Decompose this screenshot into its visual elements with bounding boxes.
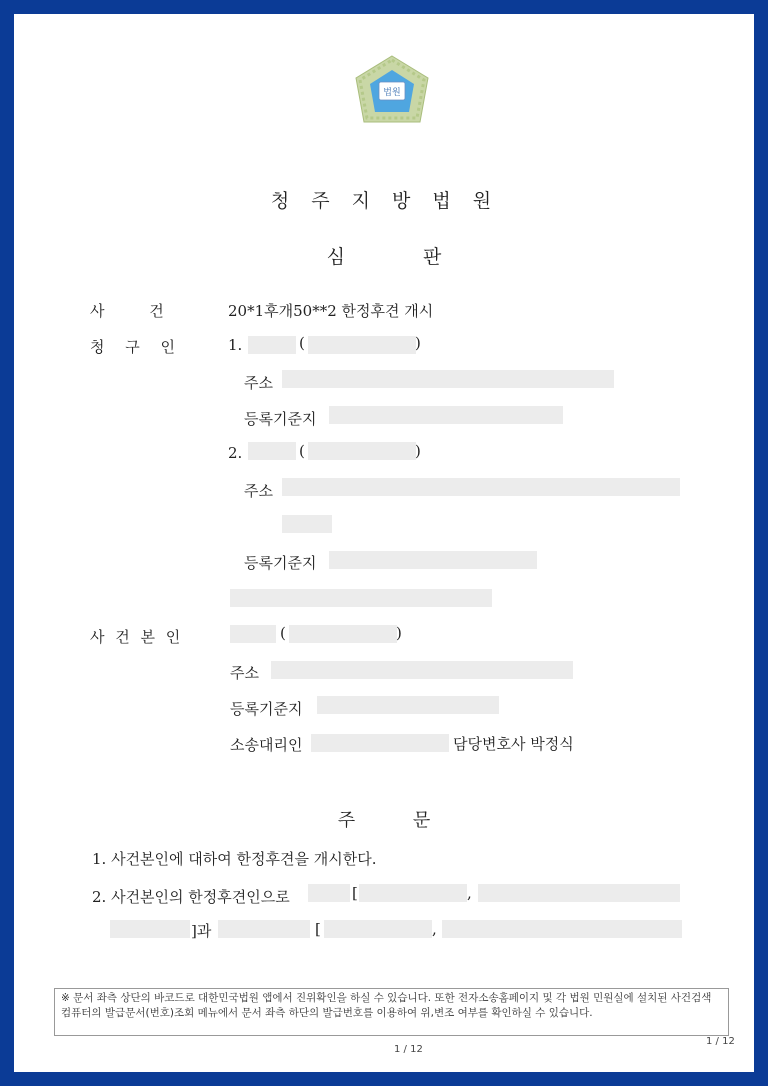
redacted-name — [248, 442, 296, 460]
redacted-agent — [311, 734, 449, 752]
court-name: 청 주 지 방 법 원 — [270, 190, 498, 212]
redacted-line — [230, 589, 492, 607]
claimant-1-registry-label: 등록기준지 — [244, 410, 317, 428]
redacted-address — [271, 661, 573, 679]
principal-address-label: 주소 — [230, 664, 259, 682]
redacted-name — [248, 336, 296, 354]
paren-open: ( — [299, 442, 305, 460]
claimant-1-address-label: 주소 — [244, 374, 273, 392]
redacted-id — [308, 336, 416, 354]
paren-open: ( — [299, 334, 305, 352]
principal-label: 사 건 본 인 — [90, 628, 181, 646]
redacted-name — [308, 884, 350, 902]
claimant-2-registry-label: 등록기준지 — [244, 554, 317, 572]
claimant-1-number: 1. — [228, 336, 243, 354]
case-number: 20*1후개50**2 한정후견 개시 — [228, 302, 434, 320]
redacted-registry — [317, 696, 499, 714]
principal-registry-label: 등록기준지 — [230, 700, 303, 718]
page-number: 1 / 12 — [394, 1044, 423, 1055]
redacted-id — [308, 442, 416, 460]
paren-close: ) — [415, 334, 421, 352]
authenticity-notice: ※ 문서 좌측 상단의 바코드로 대한민국법원 앱에서 진위확인을 하실 수 있습니다. 또한 전자소송홈페이지 및 각 법원 민원실에 설치된 사건검색 컴퓨터의 발급문서(번호)조회 메뉴에서 문서 좌측 하단의 발급번호를 이용하여 위,변조 여부를 확인하실 수 있습니다. — [54, 988, 729, 1036]
paren-close: ) — [396, 624, 402, 642]
bracket-open: [ — [315, 920, 321, 938]
paren-open: ( — [280, 624, 286, 642]
comma: , — [467, 884, 472, 902]
comma: , — [432, 920, 437, 938]
agent-attorney: 담당변호사 박정식 — [453, 735, 574, 753]
agent-label: 소송대리인 — [230, 736, 303, 754]
redacted-address — [282, 478, 680, 496]
svg-text:법원: 법원 — [383, 88, 401, 98]
order-title: 주 문 — [337, 810, 431, 831]
redacted-id — [324, 920, 432, 938]
redacted-id — [359, 884, 467, 902]
claimant-label: 청 구 인 — [90, 338, 176, 356]
case-label: 사 건 — [90, 302, 164, 320]
paren-close: ) — [415, 442, 421, 460]
order-item-1: 1. 사건본인에 대하여 한정후견을 개시한다. — [92, 850, 377, 868]
claimant-2-number: 2. — [228, 444, 243, 462]
document-page — [14, 14, 754, 1072]
redacted-registry — [329, 551, 537, 569]
claimant-2-address-label: 주소 — [244, 482, 273, 500]
order-item-2: 2. 사건본인의 한정후견인으로 — [92, 888, 290, 906]
redacted-address — [282, 370, 614, 388]
redacted-registry — [329, 406, 563, 424]
court-emblem-icon — [352, 54, 432, 128]
redacted-address-cont — [282, 515, 332, 533]
redacted-name — [230, 625, 276, 643]
redacted-name — [218, 920, 310, 938]
redacted-address — [442, 920, 682, 938]
redacted-address — [478, 884, 680, 902]
redacted-id — [289, 625, 397, 643]
page-number-right: 1 / 12 — [706, 1036, 735, 1047]
bracket-open: [ — [352, 884, 358, 902]
redacted-address-cont — [110, 920, 190, 938]
document-type: 심 판 — [326, 246, 442, 268]
conjunction: ]과 — [191, 922, 212, 940]
